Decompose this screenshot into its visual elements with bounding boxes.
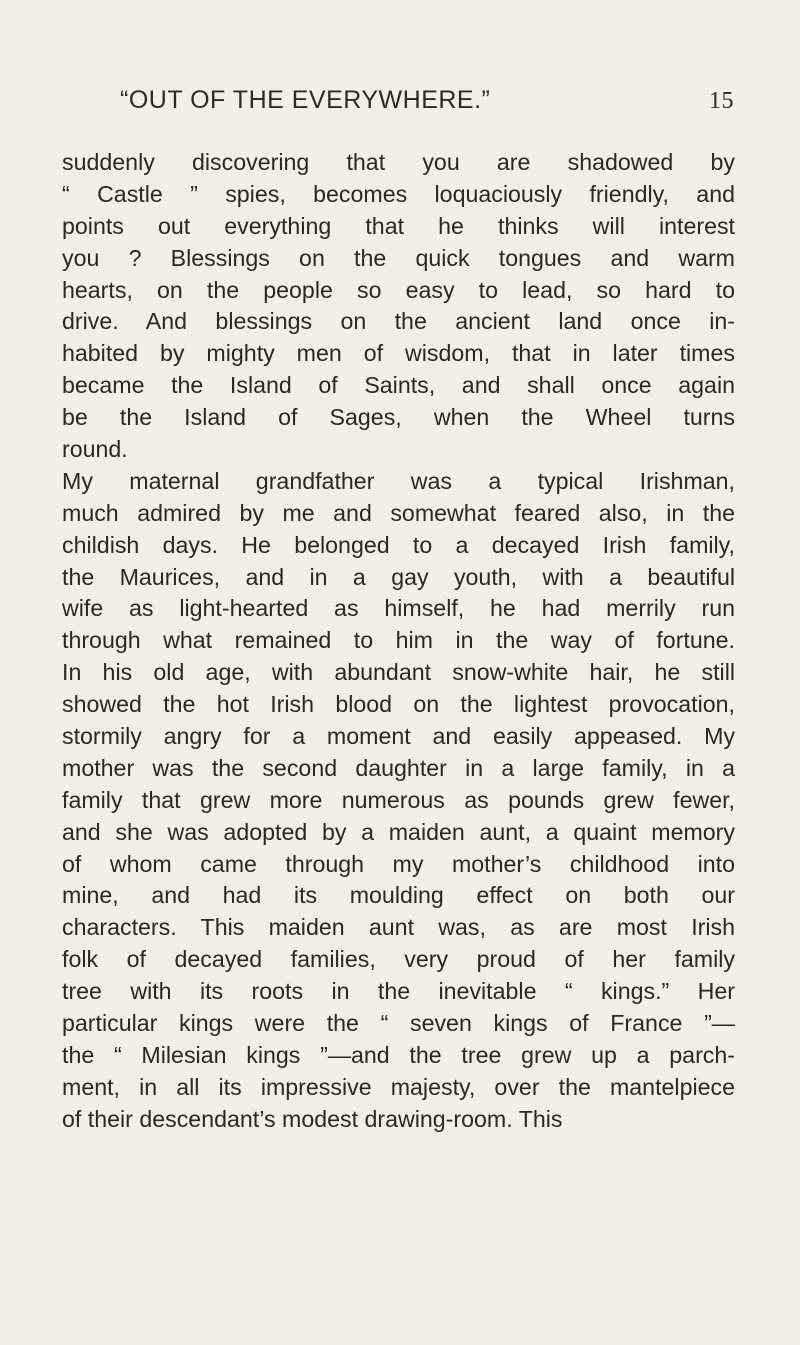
text-line: family that grew more numerous as pounds grew fewer, — [62, 786, 735, 813]
text-line: mother was the second daughter in a large family, in a — [62, 754, 735, 781]
text-line: tree with its roots in the inevitable “ kings.” Her — [62, 978, 735, 1005]
text-line: stormily angry for a moment and easily appeased. My — [62, 723, 735, 750]
text-line: of whom came through my mother’s childhood into — [62, 850, 735, 877]
text-line: particular kings were the “ seven kings of France ”— — [62, 1010, 735, 1037]
paragraph — [62, 147, 735, 466]
text-line: and she was adopted by a maiden aunt, a quaint memory — [62, 818, 735, 845]
text-line: characters. This maiden aunt was, as are most Irish — [62, 914, 735, 941]
text-line: the Maurices, and in a gay youth, with a beautiful — [62, 563, 735, 590]
text-line: became the Island of Saints, and shall once again — [62, 372, 735, 399]
text-line: the “ Milesian kings ”—and the tree grew up a parch- — [62, 1041, 735, 1068]
text-line: points out everything that he thinks will interest — [62, 212, 735, 239]
text-line: folk of decayed families, very proud of her family — [62, 946, 735, 973]
text-line: showed the hot Irish blood on the lightest provocation, — [62, 691, 735, 718]
running-title: “OUT OF THE EVERYWHERE.” — [120, 86, 491, 114]
text-line: ment, in all its impressive majesty, over the mantelpiece — [62, 1073, 735, 1100]
text-line: drive. And blessings on the ancient land once in- — [62, 308, 735, 335]
text-line: of their descendant’s modest drawing-room. This — [62, 1105, 563, 1132]
text-line: much admired by me and somewhat feared also, in the — [62, 499, 735, 526]
body-text — [62, 147, 735, 1136]
text-line: habited by mighty men of wisdom, that in later times — [62, 340, 735, 367]
text-line: through what remained to him in the way of fortune. — [62, 627, 735, 654]
text-line: suddenly discovering that you are shadowed by — [62, 149, 735, 175]
text-line: mine, and had its moulding effect on both our — [62, 882, 735, 909]
text-line: “ Castle ” spies, becomes loquaciously friendly, and — [62, 180, 735, 207]
text-line: My maternal grandfather was a typical Irishman, — [62, 467, 735, 494]
text-line: In his old age, with abundant snow-white hair, he still — [62, 659, 735, 686]
text-line: you ? Blessings on the quick tongues and warm — [62, 244, 735, 271]
text-line: childish days. He belonged to a decayed Irish family, — [62, 531, 735, 558]
text-line: be the Island of Sages, when the Wheel turns — [62, 404, 735, 431]
running-head — [120, 86, 734, 126]
text-line: hearts, on the people so easy to lead, so hard to — [62, 276, 735, 303]
page-number: 15 — [709, 88, 734, 114]
text-line: wife as light-hearted as himself, he had merrily run — [62, 595, 735, 622]
text-line: round. — [62, 436, 128, 463]
paragraph — [62, 466, 735, 1136]
